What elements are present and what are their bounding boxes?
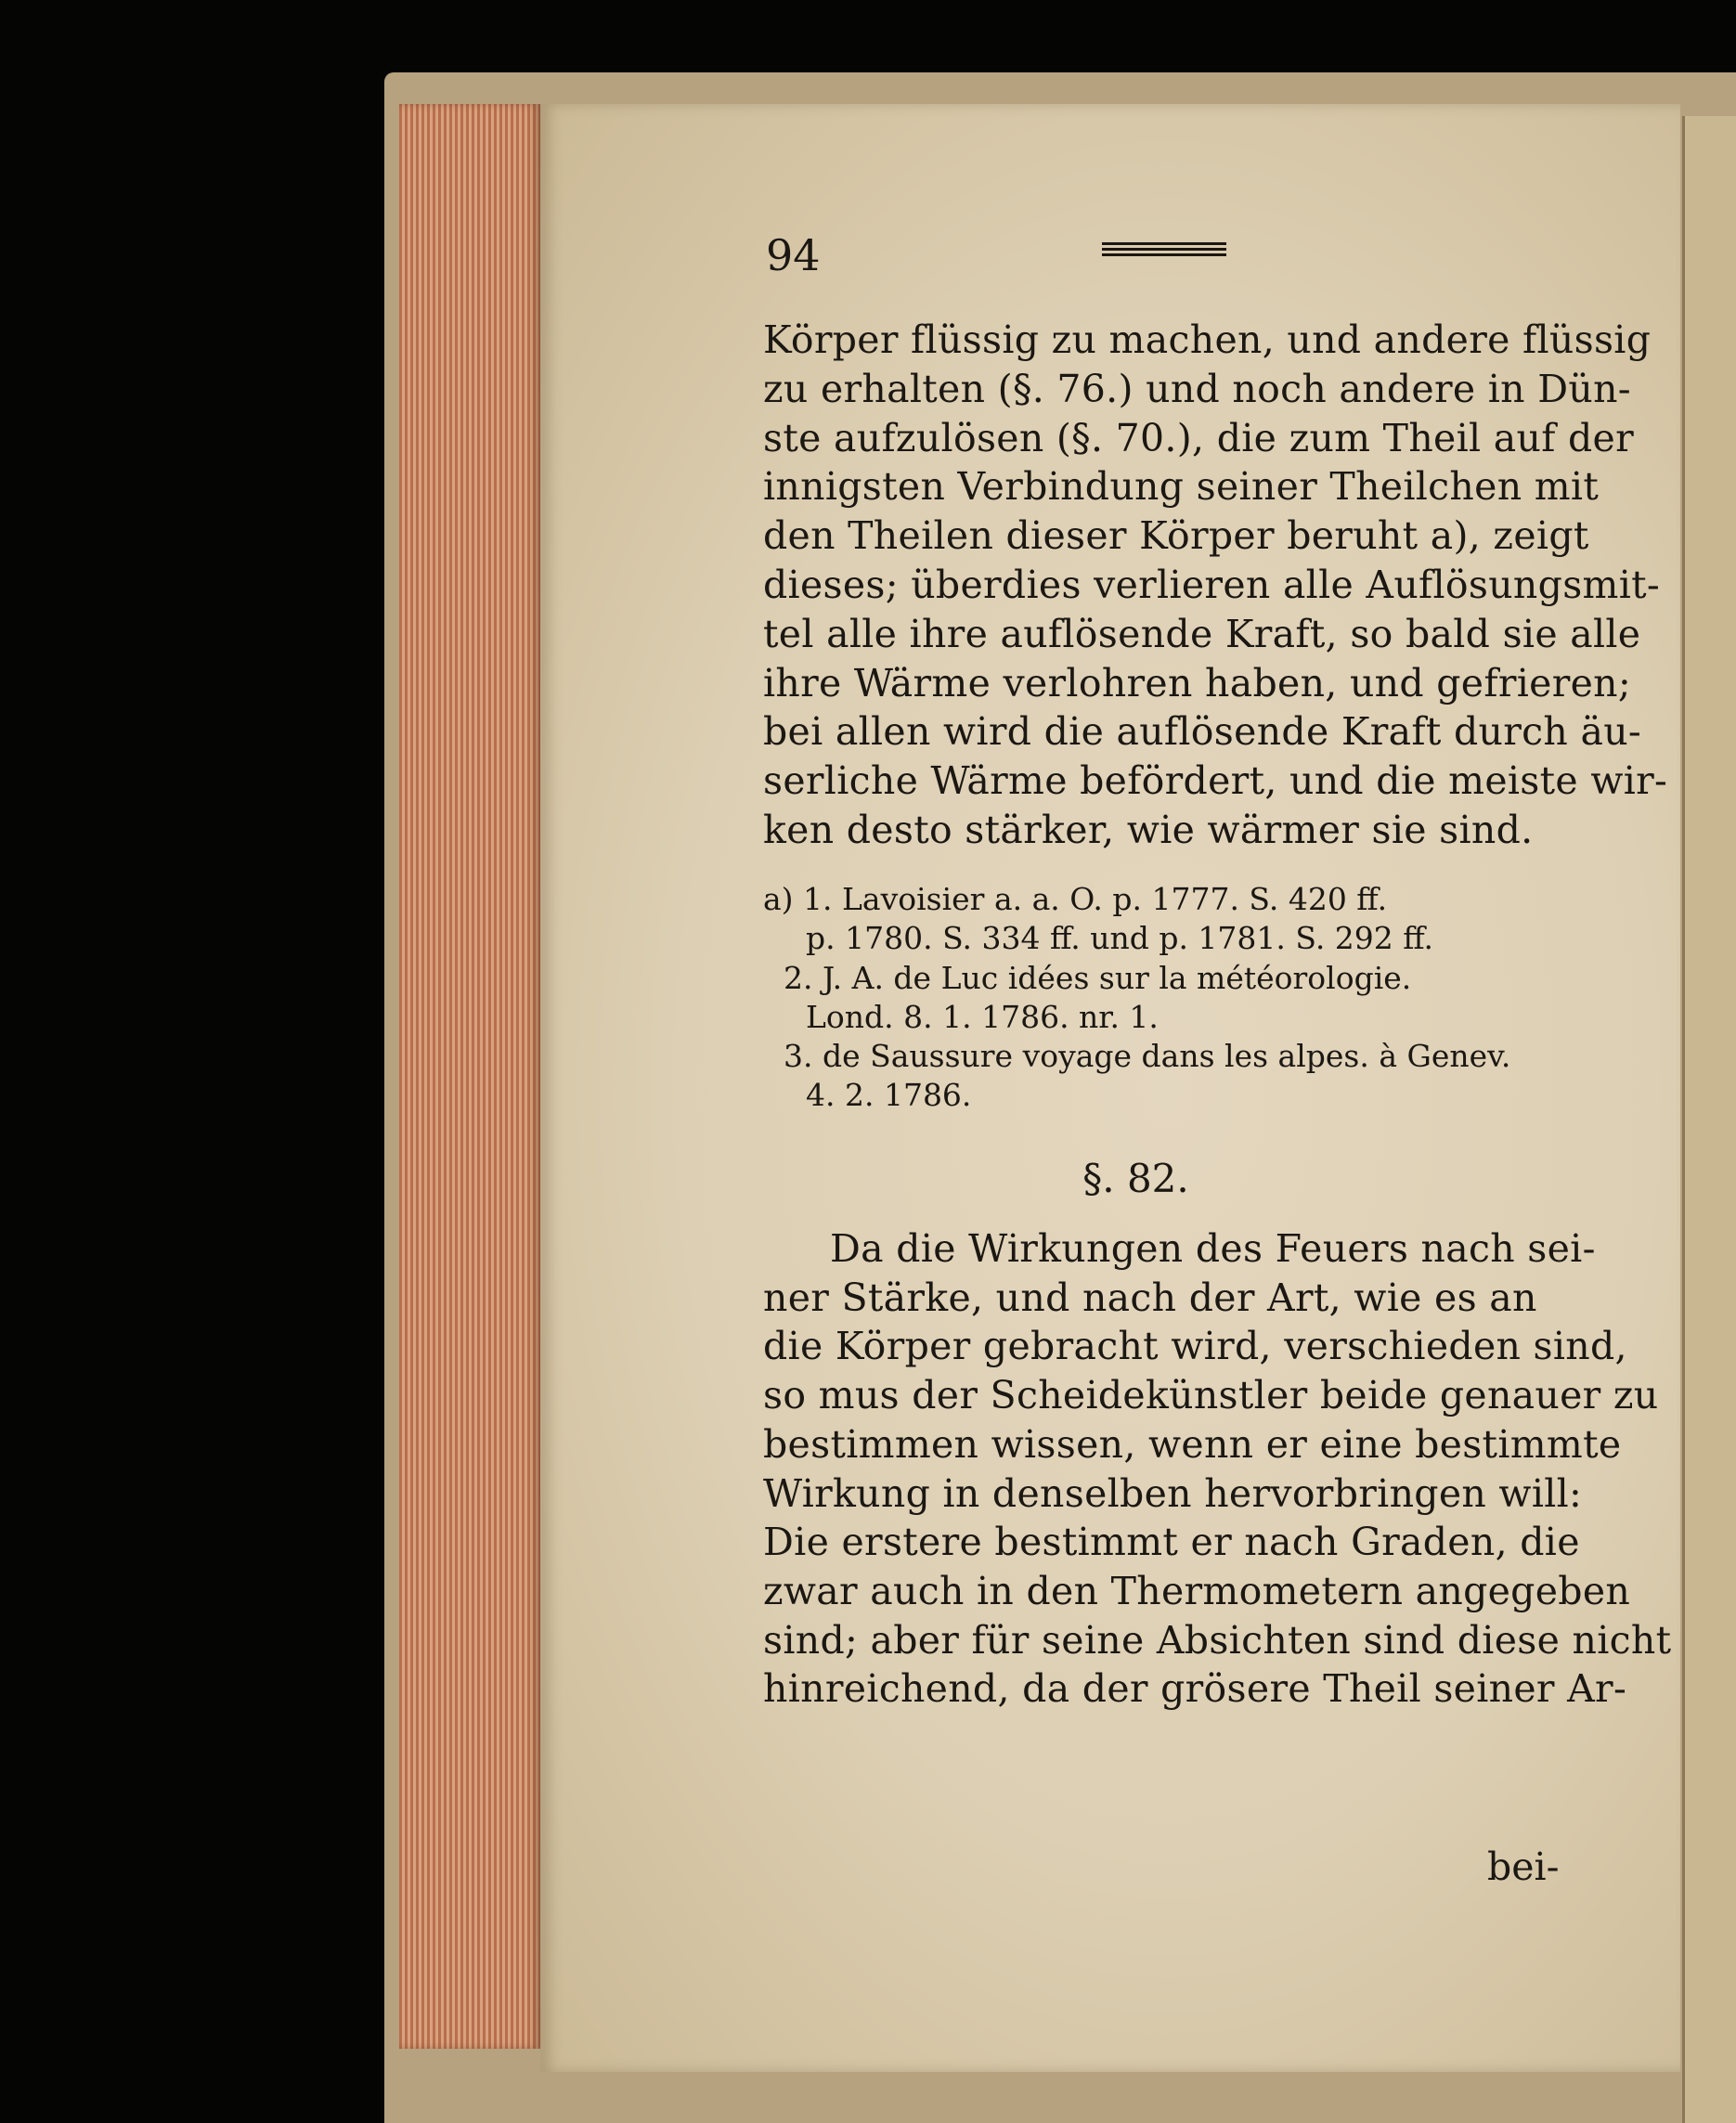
section-heading: §. 82.: [1082, 1156, 1189, 1201]
text-line: so mus der Scheidekünstler beide genauer zu: [763, 1373, 1659, 1418]
text-line: tel alle ihre auflösende Kraft, so bald sie alle: [763, 611, 1641, 656]
text-line: ken desto stärker, wie wärmer sie sind.: [763, 807, 1534, 852]
footnote-line: a) 1. Lavoisier a. a. O. p. 1777. S. 420 ff.: [763, 881, 1388, 917]
book-page: [540, 104, 1680, 2072]
page-edges: [399, 104, 540, 2049]
text-line: ste aufzulösen (§. 70.), die zum Theil auf der: [763, 415, 1635, 460]
catchword: bei-: [1487, 1845, 1560, 1889]
body-paragraph: [763, 316, 1668, 855]
text-line: ner Stärke, und nach der Art, wie es an: [763, 1275, 1537, 1320]
footnote-line: 2. J. A. de Luc idées sur la météorologie.: [784, 959, 1412, 996]
text-line: hinreichend, da der grösere Theil seiner Ar-: [763, 1666, 1627, 1712]
footnote-line: 4. 2. 1786.: [806, 1077, 972, 1114]
text-line: Wirkung in denselben hervorbringen will:: [763, 1470, 1583, 1516]
text-line: Die erstere bestimmt er nach Graden, die: [763, 1520, 1580, 1565]
text-line: zu erhalten (§. 76.) und noch andere in Dün-: [763, 366, 1631, 411]
text-line: dieses; überdies verlieren alle Auflösungsmit-: [763, 562, 1661, 607]
text-line: den Theilen dieser Körper beruht a), zeigt: [763, 513, 1589, 559]
facing-page-edge: [1682, 116, 1736, 2123]
text-line: ihre Wärme verlohren haben, und gefrieren;: [763, 660, 1631, 706]
section-paragraph: [763, 1224, 1672, 1714]
text-line: bestimmen wissen, wenn er eine bestimmte: [763, 1421, 1622, 1467]
text-line: zwar auch in den Thermometern angegeben: [763, 1568, 1631, 1613]
footnote-line: Lond. 8. 1. 1786. nr. 1.: [806, 998, 1159, 1035]
page-number: 94: [766, 230, 821, 280]
text-line: Körper flüssig zu machen, und andere flüssig: [763, 317, 1652, 362]
text-line: bei allen wird die auflösende Kraft durch äu-: [763, 709, 1642, 755]
text-line: sind; aber für seine Absichten sind diese nicht: [763, 1617, 1672, 1663]
footnotes: [763, 880, 1599, 1116]
footnote-line: p. 1780. S. 334 ff. und p. 1781. S. 292 ff.: [806, 920, 1434, 957]
text-line: innigsten Verbindung seiner Theilchen mit: [763, 464, 1600, 510]
page-content: [540, 104, 1680, 2072]
text-line: die Körper gebracht wird, verschieden sind,: [763, 1324, 1627, 1369]
header-rule: [1102, 241, 1226, 256]
footnote-line: 3. de Saussure voyage dans les alpes. à Genev.: [784, 1038, 1511, 1075]
text-line: serliche Wärme befördert, und die meiste wir-: [763, 758, 1668, 804]
text-line: Da die Wirkungen des Feuers nach sei-: [830, 1226, 1596, 1271]
